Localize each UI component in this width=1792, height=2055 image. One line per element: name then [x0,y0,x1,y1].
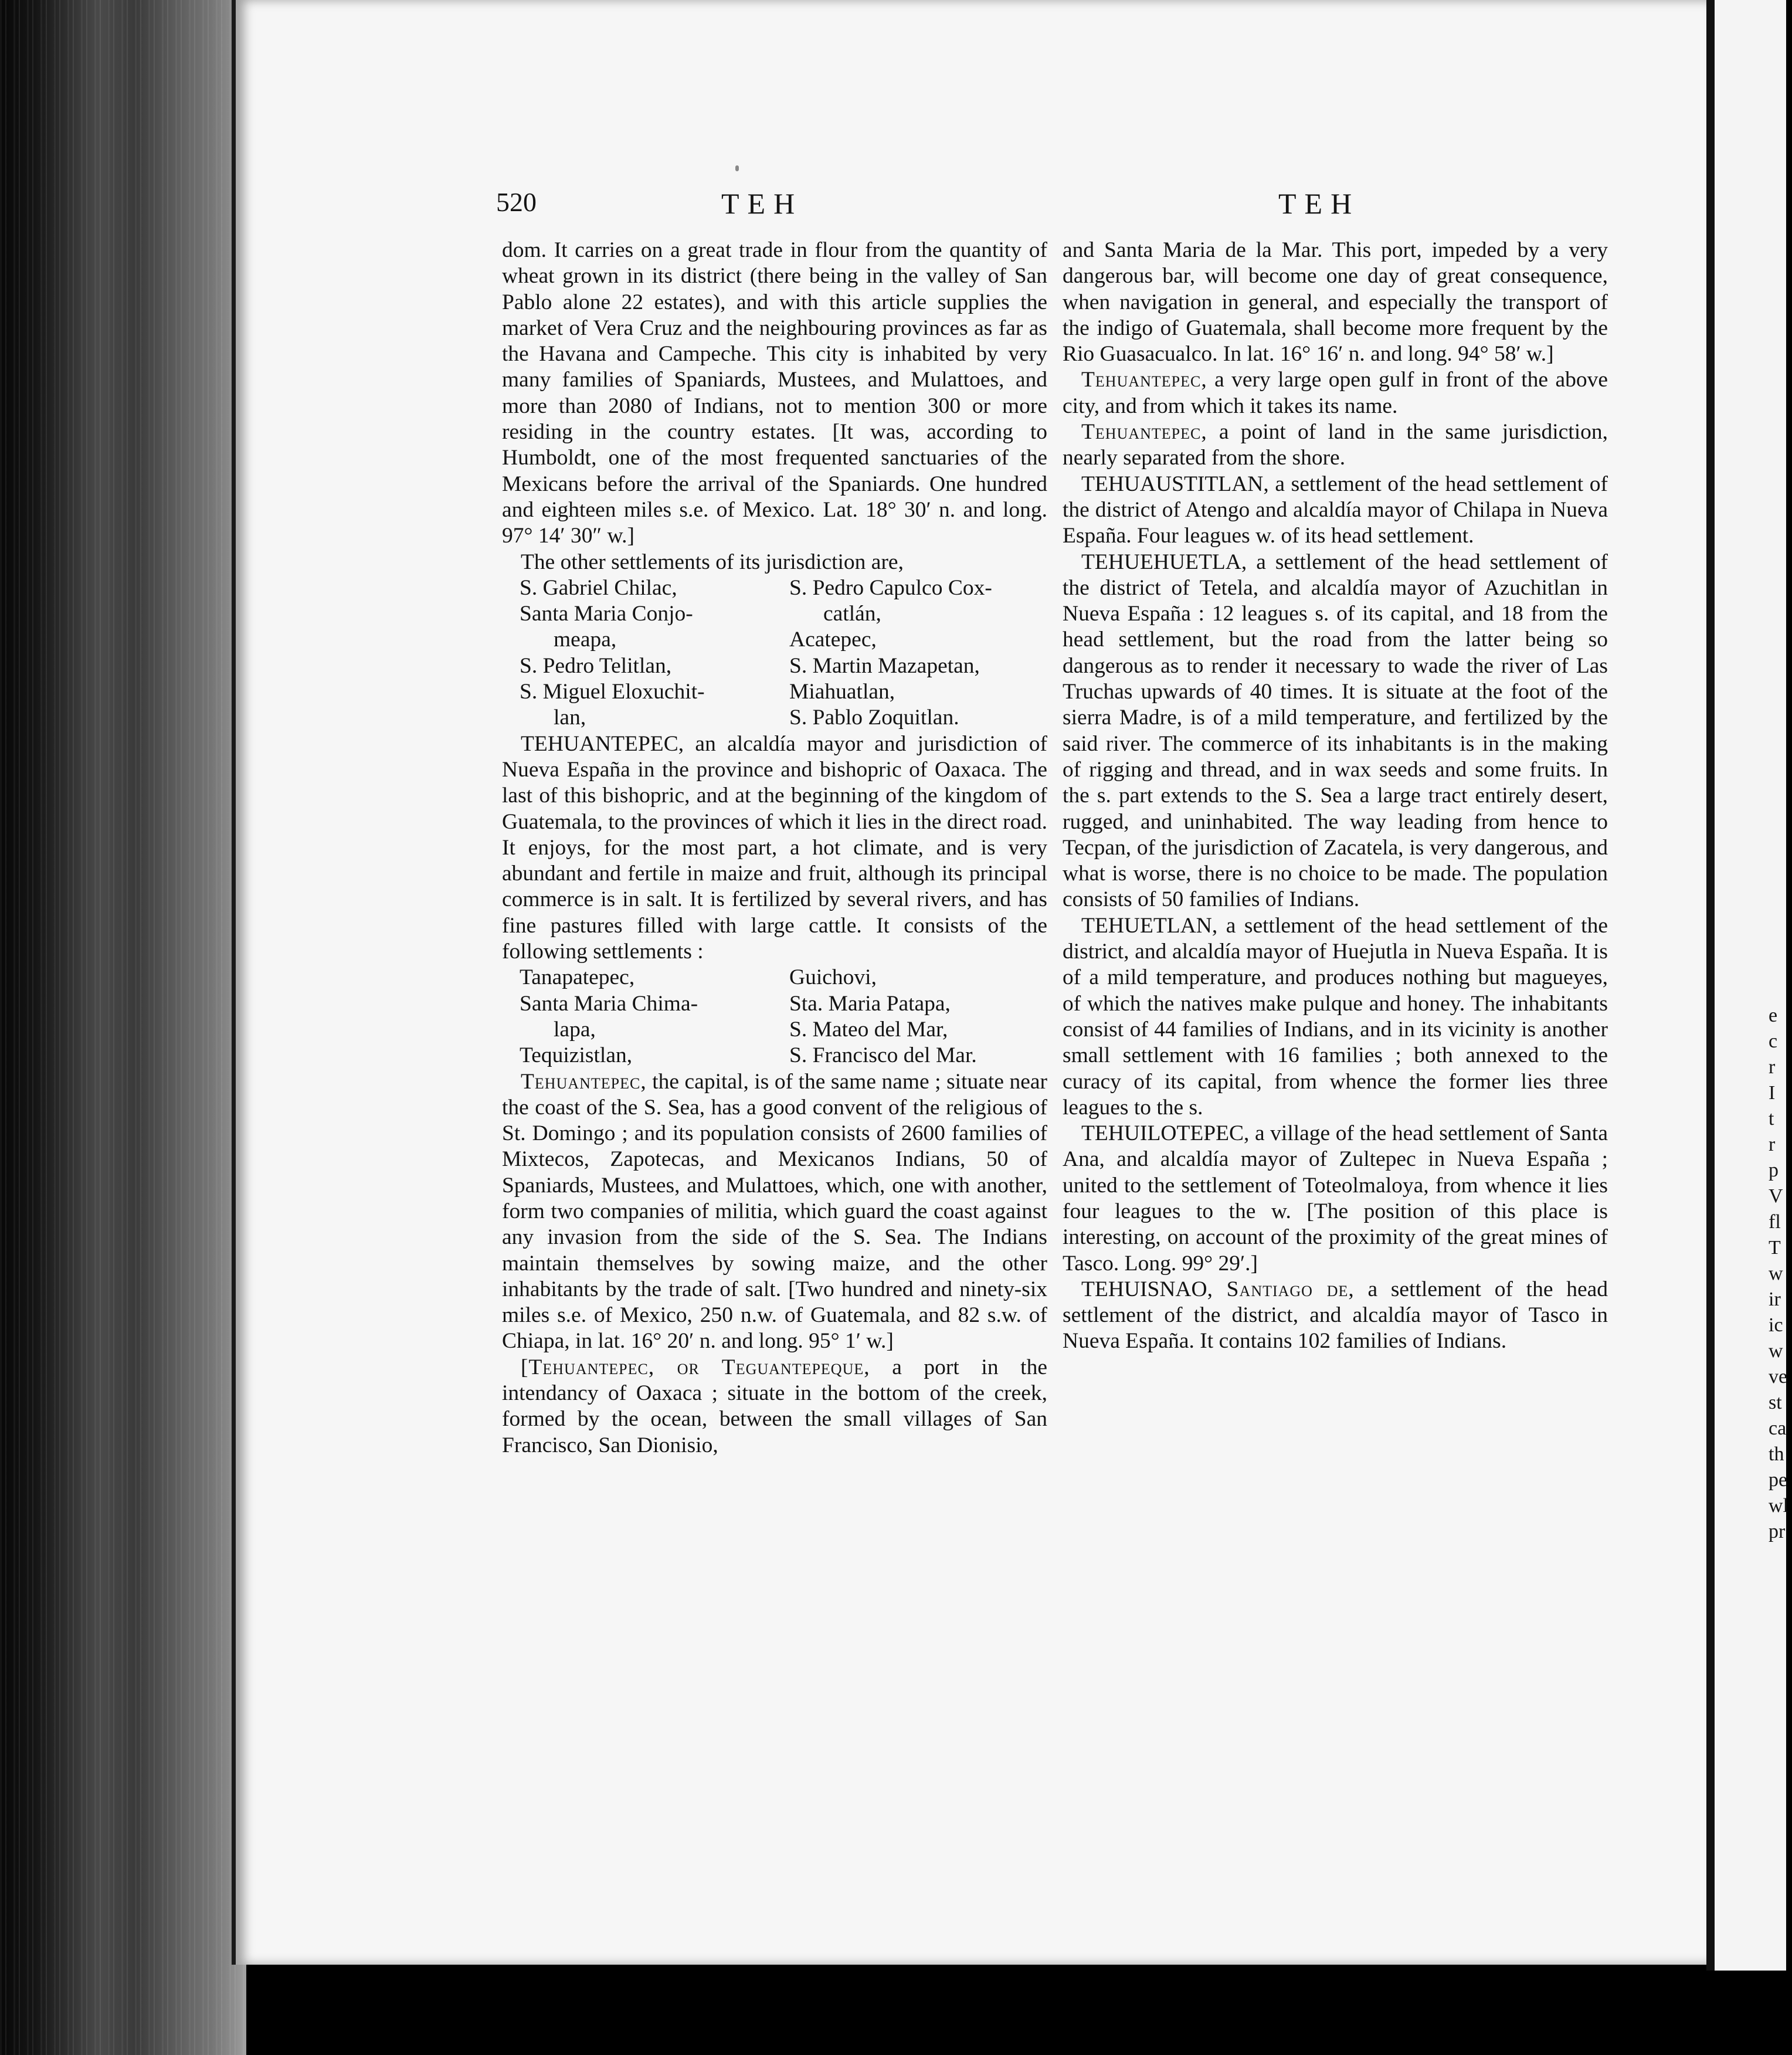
entry-continuation: dom. It carries on a great trade in flour from the quantity of wheat grown in its district (there being in the valley of San Pablo alone 22 estates), and with this article supplies the market of Vera Cruz and the neighbouring provinces as far as the Havana and Campeche. This city is inhabited by very many families of Spaniards, Mustees, and Mulattoes, and more than 2080 of Indians, not to mention 300 or more residing in the country estates. [It was, according to Humboldt, one of the most frequented sanctuaries of the Mexicans before the arrival of the Spaniards. One hundred and eighteen miles s.e. of Mexico. Lat. 18° 30′ n. and long. 97° 14′ 30″ w.] [502,238,1047,548]
facing-page-fragment: c [1769,1030,1778,1052]
right-column [1063,238,1608,1355]
settlement-name: S. Mateo del Mar, [789,1017,948,1042]
settlements-list-2 [502,965,1047,1069]
ink-mark [735,165,739,171]
entry-tehuehuetla: TEHUEHUETLA, a settlement of the head settlement of the district of Tetela, and alcaldía mayor of Azuchitlan in Nueva España : 12 leagues s. of its capital, and 18 from the head settlement, but the road from the latter being so dangerous as to render it necessary to wade the river of Las Truchas upwards of 40 times. It is situate at the foot of the sierra Madre, is of a mild temperature, and fertilized by the said river. The commerce of its inhabitants is in the making of rigging and thread, and in wax seeds and some fruits. In the s. part extends to the S. Sea a large tract entirely desert, rugged, and uninhabited. The way leading from hence to Tecpan, of the jurisdiction of Zacatela, is very dangerous, and what is worse, there is no choice to be made. The population consists of 50 families of Indians. [1063,550,1608,912]
left-column [502,238,1047,1459]
facing-page-fragment: th [1769,1443,1784,1465]
settlement-name: S. Martin Mazapetan, [789,653,980,678]
facing-page-fragment: t [1769,1108,1774,1130]
settlement-name: lan, [554,706,586,730]
settlement-name: meapa, [554,628,617,652]
settlement-name: S. Francisco del Mar. [789,1043,977,1068]
page-number: 520 [496,187,537,217]
entry-tehuantepec: TEHUANTEPEC, an alcaldía mayor and jurisdiction of Nueva España in the province and bishopric of Oaxaca. The last of this bishopric, and at the beginning of the kingdom of Guatemala, to the provinces of which it lies in the direct road. It enjoys, for the most part, a hot climate, and is very abundant and fertile in maize and fruit, although its principal commerce is in salt. It is fertilized by several rivers, and has fine pastures filled with large cattle. It consists of the following settlements : [502,731,1047,964]
facing-page-fragment: ca [1769,1418,1787,1439]
facing-page-fragment: wl [1769,1495,1788,1517]
entry-tehuisnao: TEHUISNAO, Santiago de, a settlement of the head settlement of the district, and alcaldía mayor of Tasco in Nueva España. It contains 102 families of Indians. [1063,1277,1608,1354]
facing-page-fragment: fl [1769,1211,1781,1233]
settlement-name: Acatepec, [789,628,877,652]
facing-page-fragment: T [1769,1237,1781,1259]
entry-headword: Tehuantepec, [1081,368,1207,392]
entry-headword: TEHUISNAO, [1081,1277,1213,1301]
settlement-name: catlán, [823,602,881,626]
entry-headword: TEHUAUSTITLAN, [1081,472,1269,496]
settlement-name: lapa, [554,1017,596,1042]
entry-headword: TEHUILOTEPEC, [1081,1121,1250,1146]
settlement-name: Tanapatepec, [520,965,635,990]
settlement-name: Santa Maria Chima- [520,991,698,1016]
settlement-name: S. Pedro Telitlan, [520,653,672,678]
settlement-name: S. Pedro Capulco Cox- [789,575,992,600]
entry-continuation: and Santa Maria de la Mar. This port, impeded by a very dangerous bar, will become one day of great consequence, when navigation in general, and especially the transport of the indigo of Guatemala, shall become more frequent by the Rio Guasacualco. In lat. 16° 16′ n. and long. 94° 58′ w.] [1063,238,1608,367]
facing-page-fragment: pe [1769,1469,1788,1491]
settlement-name: Guichovi, [789,965,877,990]
entry-headword: [Tehuantepec, or Teguantepeque, [521,1355,870,1379]
settlement-name: S. Miguel Eloxuchit- [520,680,705,704]
entry-tehuaustitlan: TEHUAUSTITLAN, a settlement of the head settlement of the district of Atengo and alcaldía mayor of Chilapa in Nueva España. Four leagues w. of its head settlement. [1063,472,1608,548]
facing-page-fragment: ir [1769,1288,1781,1310]
settlements-list [502,575,1047,731]
entry-tehuetlan: TEHUETLAN, a settlement of the head settlement of the district, and alcaldía mayor of Huejutla in Nueva España. It is of a mild temperature, and produces nothing but magueyes, of which the natives make pulque and honey. The inhabitants consist of 44 families of Indians, and in its vicinity is another small settlement with 16 families ; both annexed to the curacy of its capital, from whence the former lies three leagues to the s. [1063,913,1608,1120]
settlement-name: Sta. Maria Patapa, [789,991,951,1016]
settlement-name: Tequizistlan, [520,1043,633,1068]
settlement-name: S. Pablo Zoquitlan. [789,706,959,730]
facing-page-fragment: w [1769,1340,1783,1362]
entry-headword: TEHUETLAN, [1081,913,1218,938]
facing-page-fragment: r [1769,1056,1776,1078]
settlement-name: Miahuatlan, [789,680,895,704]
settlement-name: S. Gabriel Chilac, [520,575,677,600]
facing-page-fragment: I [1769,1082,1776,1104]
facing-page-fragment: st [1769,1392,1782,1413]
entry-tehuantepec-gulf: Tehuantepec, a very large open gulf in front of the above city, and from which it takes its name. [1063,368,1608,418]
entry-tehuantepec-point: Tehuantepec, a point of land in the same jurisdiction, nearly separated from the shore. [1063,420,1608,470]
running-head-right: TEH [1278,187,1360,220]
facing-page-fragment: V [1769,1185,1783,1207]
entry-tehuantepec-capital: Tehuantepec, the capital, is of the same name ; situate near the coast of the S. Sea, has a good convent of the religious of St. Domingo ; and its population consists of 2600 families of Mixtecos, Zapotecas, and Mexicanos Indians, 50 of Spaniards, Mustees, and Mulattoes, which, one with another, form two companies of militia, which guard the coast against any invasion from the side of the S. Sea. The Indians maintain themselves by sowing maize, and the other inhabitants by the trade of salt. [Two hundred and ninety-six miles s.e. of Mexico, 250 n.w. of Guatemala, and 82 s.w. of Chiapa, in lat. 16° 20′ n. and long. 95° 1′ w.] [502,1069,1047,1354]
facing-page-fragment: pr [1769,1521,1786,1542]
entry-headword: TEHUANTEPEC, [521,731,684,756]
entry-headword: TEHUEHUETLA, [1081,550,1247,574]
settlement-name: Santa Maria Conjo- [520,602,693,626]
facing-page-fragment: ve [1769,1366,1788,1388]
entry-tehuilotepec: TEHUILOTEPEC, a village of the head settlement of Santa Ana, and alcaldía mayor of Zultepec in Nueva España ; united to the settlement of Toteolmaloya, from whence it lies four leagues to the w. [The position of this place is interesting, on account of the proximity of the great mines of Tasco. Long. 99° 29′.] [1063,1121,1608,1276]
facing-page-fragment: r [1769,1134,1776,1155]
facing-page-edge [1706,0,1786,1971]
running-head-left: TEH [721,187,803,220]
facing-page-fragment: e [1769,1005,1778,1026]
facing-page-fragment: p [1769,1159,1779,1181]
entry-headword: Tehuantepec, [1081,420,1207,445]
book-spine-shadow [0,0,246,2055]
facing-page-fragment: w [1769,1263,1783,1284]
entry-tehuantepec-port: [Tehuantepec, or Teguantepeque, a port in the intendancy of Oaxaca ; situate in the bottom of the creek, formed by the ocean, between the small villages of San Francisco, San Dionisio, [502,1355,1047,1457]
running-header [496,186,1598,222]
settlements-intro: The other settlements of its jurisdiction are, [521,550,904,574]
entry-headword: Tehuantepec, [521,1069,647,1094]
facing-page-fragment: ic [1769,1314,1783,1336]
facing-page-fragments [1769,1003,1792,1545]
